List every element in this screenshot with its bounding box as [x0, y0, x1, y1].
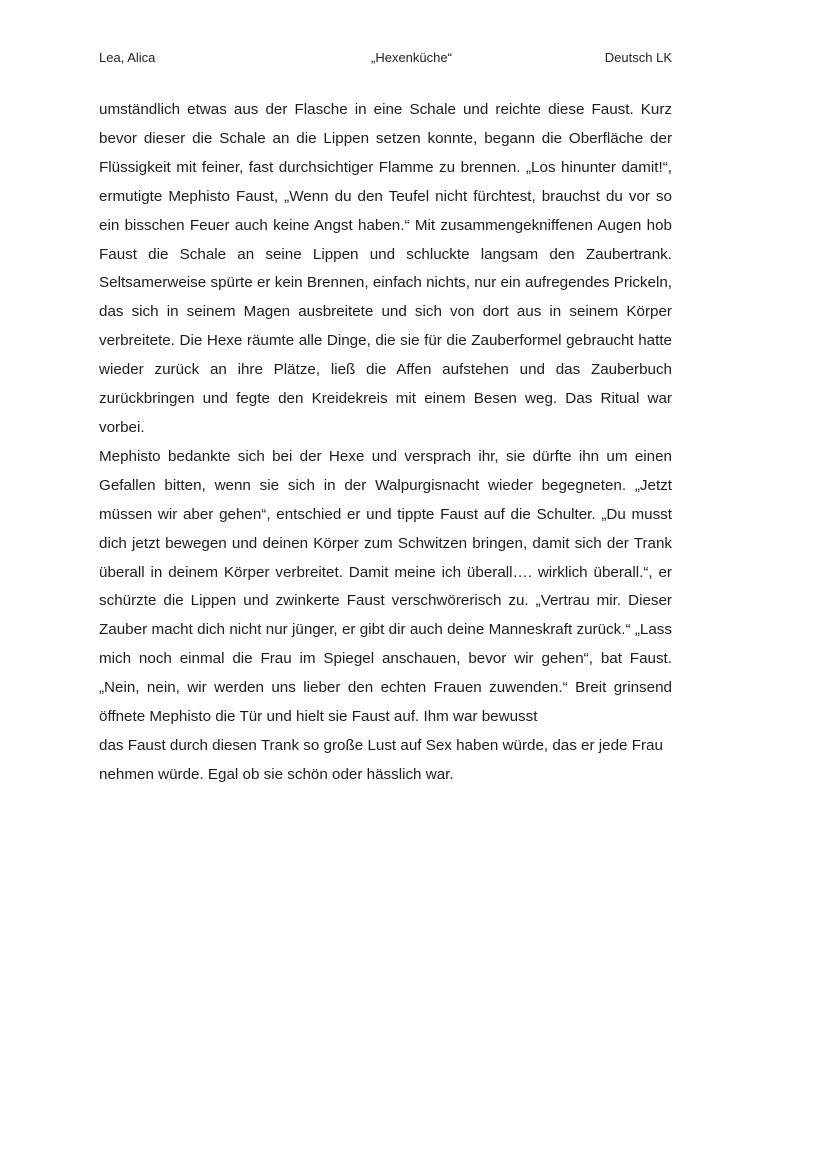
body-paragraph-3: das Faust durch diesen Trank so große Lust auf Sex haben würde, das er jede Frau nehmen würde. Egal ob sie schön oder hässlich war.: [99, 736, 663, 783]
header-authors: Lea, Alica: [99, 50, 156, 65]
document-body: [99, 96, 672, 790]
body-paragraph-2: Mephisto bedankte sich bei der Hexe und versprach ihr, sie dürfte ihn um einen Gefallen bitten, wenn sie sich in der Walpurgisnacht wieder begegneten. „Jetzt müssen wir aber gehen“, entschied er und tippte Faust auf die Schulter. „Du musst dich jetzt bewegen und deinen Körper zum Schwitzen bringen, damit sich der Trank überall in deinem Körper verbreitet. Damit meine ich überall…. wirklich überall.“, er schürzte die Lippen und zwinkerte Faust verschwörerisch zu. „Vertrau mir. Dieser Zauber macht dich nicht nur jünger, er gibt dir auch deine Manneskraft zurück.“ „Lass mich noch einmal die Frau im Spiegel anschauen, bevor wir gehen“, bat Faust. „Nein, nein, wir werden uns lieber den echten Frauen zuwenden.“ Breit grinsend öffnete Mephisto die Tür und hielt sie Faust auf. Ihm war bewusst: [99, 447, 672, 726]
body-paragraph-1: umständlich etwas aus der Flasche in eine Schale und reichte diese Faust. Kurz bevor dieser die Schale an die Lippen setzen konnte, begann die Oberfläche der Flüssigkeit mit feiner, fast durchsichtiger Flamme zu brennen. „Los hinunter damit!“, ermutigte Mephisto Faust, „Wenn du den Teufel nicht fürchtest, brauchst du vor so ein bisschen Feuer auch keine Angst haben.“ Mit zusammengekniffenen Augen hob Faust die Schale an seine Lippen und schluckte langsam den Zaubertrank. Seltsamerweise spürte er kein Brennen, einfach nichts, nur ein aufregendes Prickeln, das sich in seinem Magen ausbreitete und sich von dort aus in seinem Körper verbreitete. Die Hexe räumte alle Dinge, die sie für die Zauberformel gebraucht hatte wieder zurück an ihre Plätze, ließ die Affen aufstehen und das Zauberbuch zurückbringen und fegte den Kreidekreis mit einem Besen weg. Das Ritual war vorbei.: [99, 101, 672, 436]
header-title: „Hexenküche“: [371, 50, 452, 65]
header-course: Deutsch LK: [604, 50, 672, 65]
page-header: [99, 50, 672, 68]
